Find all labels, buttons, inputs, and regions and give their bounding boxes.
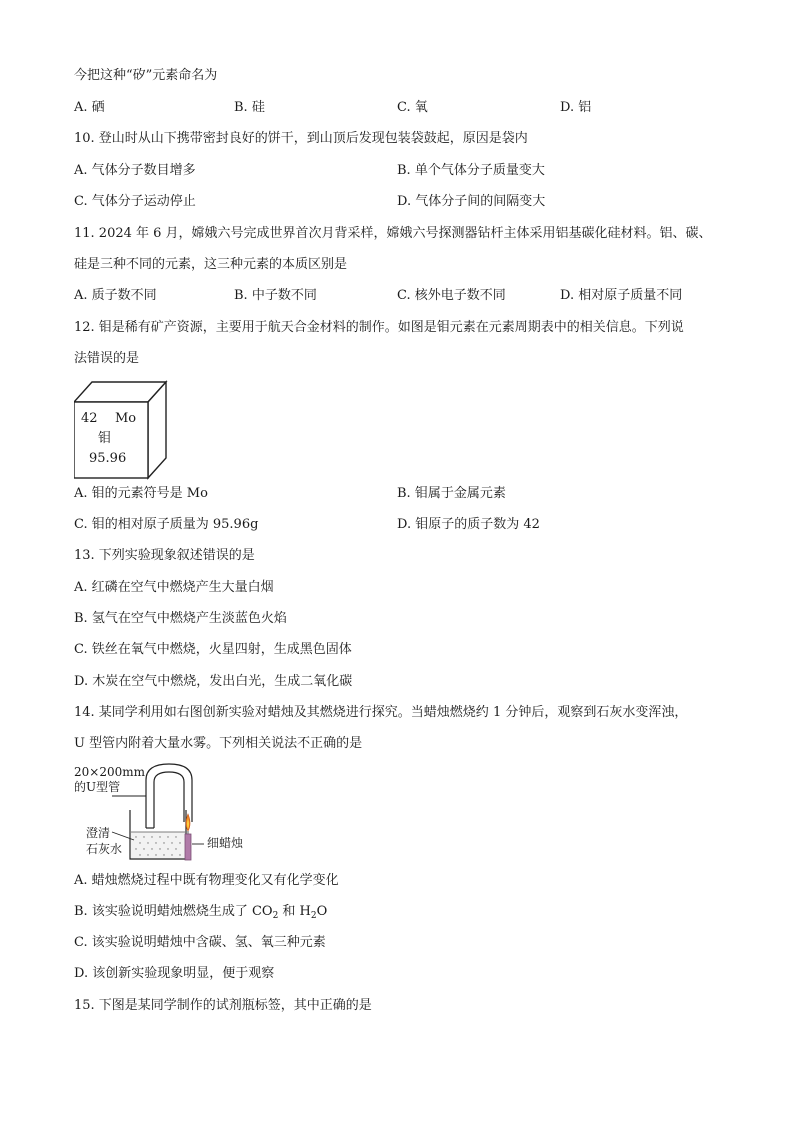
q14-stem-line2: U 型管内附着大量水雾。下列相关说法不正确的是 xyxy=(74,736,363,751)
q14-option-d: D. 该创新实验现象明显，便于观察 xyxy=(74,966,275,981)
atomic-number: 42 xyxy=(81,411,98,426)
q14-option-b-pre: B. 该实验说明蜡烛燃烧生成了 CO xyxy=(74,904,273,919)
q9-option-a: A. 硒 xyxy=(74,100,105,115)
q10-option-a: A. 气体分子数目增多 xyxy=(74,163,196,178)
q12-option-c: C. 钼的相对原子质量为 95.96g xyxy=(74,517,259,532)
q14-option-b xyxy=(74,903,327,921)
q12-stem-line1: 12. 钼是稀有矿产资源，主要用于航天合金材料的制作。如图是钼元素在元素周期表中的相关信息。下列说 xyxy=(74,320,684,335)
q13-stem: 13. 下列实验现象叙述错误的是 xyxy=(74,548,255,563)
u-tube-label: 的U型管 xyxy=(74,780,121,794)
u-tube-size-label: 20×200mm xyxy=(74,765,145,779)
q9-option-c: C. 氧 xyxy=(397,100,428,115)
h2o-subscript: 2 xyxy=(310,911,317,921)
q12-option-b: B. 钼属于金属元素 xyxy=(397,486,506,501)
q11-option-d: D. 相对原子质量不同 xyxy=(560,288,683,303)
q11-stem-line1: 11. 2024 年 6 月，嫦娥六号完成世界首次月背采样，嫦娥六号探测器钻杆主体采用铝基碳化硅材料。铝、碳、 xyxy=(74,226,712,241)
q11-option-a: A. 质子数不同 xyxy=(74,288,157,303)
q14-stem-line1: 14. 某同学利用如右图创新实验对蜡烛及其燃烧进行探究。当蜡烛燃烧约 1 分钟后，观察到石灰水变浑浊， xyxy=(74,705,688,720)
periodic-table-cell-mo xyxy=(74,380,170,480)
q13-option-d: D. 木炭在空气中燃烧，发出白光，生成二氧化碳 xyxy=(74,674,353,689)
q13-option-c: C. 铁丝在氧气中燃烧，火星四射，生成黑色固体 xyxy=(74,642,352,657)
atomic-mass: 95.96 xyxy=(89,451,127,466)
q9-option-d: D. 铝 xyxy=(560,100,592,115)
q11-option-c: C. 核外电子数不同 xyxy=(397,288,506,303)
q14-option-b-post: O xyxy=(316,904,328,919)
q13-option-a: A. 红磷在空气中燃烧产生大量白烟 xyxy=(74,580,274,595)
q12-option-a: A. 钼的元素符号是 Mo xyxy=(74,486,208,501)
element-name: 钼 xyxy=(98,431,112,446)
q11-stem-line2: 硅是三种不同的元素，这三种元素的本质区别是 xyxy=(74,257,348,272)
q14-option-c: C. 该实验说明蜡烛中含碳、氢、氧三种元素 xyxy=(74,935,326,950)
q11-option-b: B. 中子数不同 xyxy=(234,288,317,303)
q15-stem: 15. 下图是某同学制作的试剂瓶标签，其中正确的是 xyxy=(74,998,372,1013)
q14-option-a: A. 蜡烛燃烧过程中既有物理变化又有化学变化 xyxy=(74,873,339,888)
candle-experiment-diagram xyxy=(74,762,274,872)
element-symbol: Mo xyxy=(115,411,137,426)
q14-option-b-mid: 和 H xyxy=(278,904,311,919)
q10-option-d: D. 气体分子间的间隔变大 xyxy=(397,194,546,209)
q12-stem-line2: 法错误的是 xyxy=(74,351,140,366)
candle-label: 细蜡烛 xyxy=(207,836,244,850)
q9-option-b: B. 硅 xyxy=(234,100,265,115)
q10-option-c: C. 气体分子运动停止 xyxy=(74,194,196,209)
co2-subscript: 2 xyxy=(272,911,279,921)
q12-option-d: D. 钼原子的质子数为 42 xyxy=(397,517,540,532)
q10-option-b: B. 单个气体分子质量变大 xyxy=(397,163,545,178)
lime-water-label-1: 澄清 xyxy=(86,826,111,840)
q9-stem-tail: 今把这种“矽”元素命名为 xyxy=(74,68,218,83)
lime-water-label-2: 石灰水 xyxy=(86,842,123,856)
q10-stem: 10. 登山时从山下携带密封良好的饼干，到山顶后发现包装袋鼓起，原因是袋内 xyxy=(74,131,528,146)
q13-option-b: B. 氢气在空气中燃烧产生淡蓝色火焰 xyxy=(74,611,287,626)
